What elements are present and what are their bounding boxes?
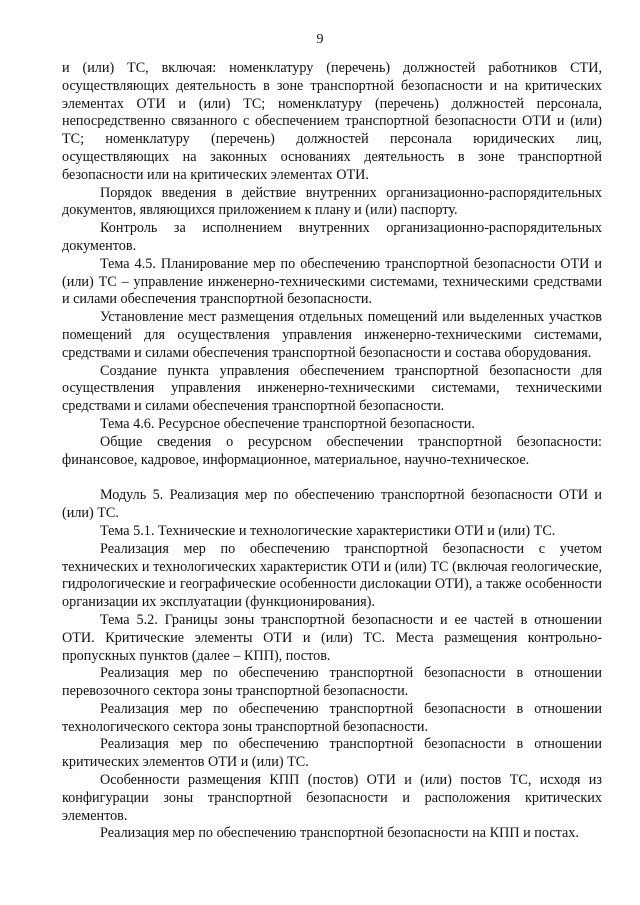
paragraph: Реализация мер по обеспечению транспортной безопасности в отношении технологического сектора зоны транспортной безопасности. (62, 700, 602, 735)
paragraph: Контроль за исполнением внутренних организационно-распорядительных документов. (62, 220, 602, 254)
paragraph: Создание пункта управления обеспечением транспортной безопасности для осуществления управления инженерно-техническими системами, техническими средствами и силами обеспечения транспортной безопасности. (62, 362, 602, 415)
paragraph-continuation: и (или) ТС, включая: номенклатуру (перечень) должностей работников СТИ, осуществляющих деятельность в зоне транспортной безопасности и на критических элементах ОТИ и (или) ТС; номенклатуру (перечень) должностей персонала, непосредственно связанного с обеспечением транспортной безопасности ОТИ и (или) ТС; номенклатуру (перечень) должностей персонала юридических лиц, осуществляющих на законных основаниях деятельность в зоне транспортной безопасности или на критических элементах ОТИ. (62, 60, 602, 183)
paragraph: Реализация мер по обеспечению транспортной безопасности на КПП и постах. (100, 825, 579, 842)
paragraph: Установление мест размещения отдельных помещений или выделенных участков помещений для осуществления управления инженерно-техническими системами, средствами и силами обеспечения транспортной безопасности и состава оборудования. (62, 309, 602, 361)
topic-heading-5-2: Тема 5.2. Границы зоны транспортной безопасности и ее частей в отношении ОТИ. Критические элементы ОТИ и (или) ТС. Места размещения контрольно-пропускных пунктов (далее – КПП), постов. (62, 611, 602, 664)
page-number: 9 (316, 32, 324, 47)
paragraph: Реализация мер по обеспечению транспортной безопасности в отношении перевозочного сектора зоны транспортной безопасности. (62, 665, 602, 700)
paragraph: Реализация мер по обеспечению транспортной безопасности с учетом технических и технологических характеристик ОТИ и (или) ТС (включая геологические, гидрологические и географические особенности дислокации ОТИ), а также особенности организации их эксплуатации (функционирования). (62, 540, 602, 611)
paragraph: Общие сведения о ресурсном обеспечении транспортной безопасности: финансовое, кадровое, информационное, материальное, научно-техническое. (62, 433, 602, 468)
paragraph: Особенности размещения КПП (постов) ОТИ и (или) постов ТС, исходя из конфигурации зоны транспортной безопасности и расположения критических элементов. (62, 772, 602, 824)
paragraph: Реализация мер по обеспечению транспортной безопасности в отношении критических элементов ОТИ и (или) ТС. (62, 736, 602, 771)
topic-heading-4-6: Тема 4.6. Ресурсное обеспечение транспортной безопасности. (100, 415, 475, 432)
paragraph: Порядок введения в действие внутренних организационно-распорядительных документов, являющихся приложением к плану и (или) паспорту. (62, 184, 602, 219)
module-heading-5: Модуль 5. Реализация мер по обеспечению транспортной безопасности ОТИ и (или) ТС. (62, 487, 602, 522)
topic-heading-5-1: Тема 5.1. Технические и технологические характеристики ОТИ и (или) ТС. (100, 522, 556, 539)
document-body (62, 60, 602, 843)
topic-heading-4-5: Тема 4.5. Планирование мер по обеспечению транспортной безопасности ОТИ и (или) ТС – управление инженерно-техническими системами, техническими средствами и силами обеспечения транспортной безопасности. (62, 255, 602, 308)
